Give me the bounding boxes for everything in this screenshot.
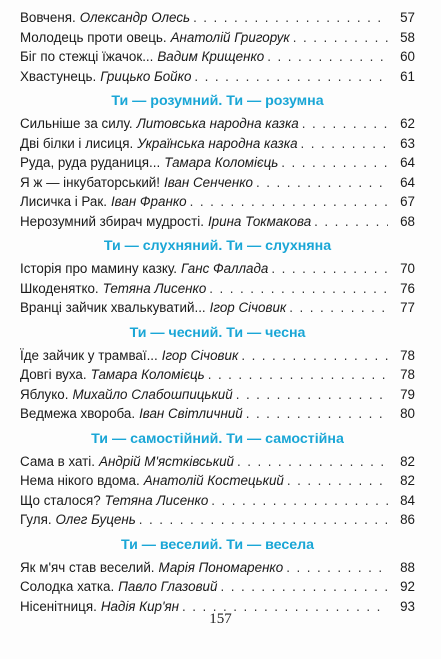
page-number: 157 [209, 611, 232, 627]
entry-page-number: 62 [400, 116, 415, 131]
entry-title: Солодка хатка. [20, 579, 115, 594]
entry-author: Ігор Січовик [209, 300, 287, 315]
entry-title: Історія про мамину казку. [20, 261, 177, 276]
toc-entry [20, 404, 415, 424]
entry-author: Українська народна казка [137, 135, 298, 151]
toc-entry [20, 67, 415, 87]
dot-leader [293, 28, 388, 48]
entry-page-number: 93 [400, 598, 415, 614]
dot-leader [211, 491, 388, 511]
toc-entry [20, 8, 415, 28]
entry-page-number: 92 [400, 579, 415, 594]
entry-author: Ігор Січовик [161, 347, 239, 363]
dot-leader [246, 404, 388, 424]
entry-author: Грицько Бойко [100, 68, 192, 84]
entry-author: Анатолій Григорук [170, 29, 290, 45]
entry-author: Литовська народна казка [136, 116, 299, 131]
entry-page-number: 68 [400, 213, 415, 229]
entry-title: Дві білки і лисиця. [20, 135, 134, 151]
toc-entry [20, 173, 415, 193]
toc-section [20, 320, 415, 424]
table-of-contents [20, 8, 415, 616]
dot-leader [194, 67, 388, 87]
toc-entry [20, 298, 415, 318]
entry-title: Шкоденятко. [20, 280, 99, 296]
entry-page-number: 63 [400, 135, 415, 151]
entry-page-number: 78 [400, 367, 415, 382]
entry-page-number: 79 [400, 386, 415, 402]
toc-entry [20, 452, 415, 472]
dot-leader [241, 346, 388, 366]
dot-leader [289, 298, 388, 318]
entry-author: Анатолій Костецький [143, 473, 284, 488]
toc-entry [20, 510, 415, 530]
toc-entry [20, 577, 415, 597]
toc-entry [20, 134, 415, 154]
toc-entry [20, 212, 415, 232]
entry-author: Тамара Коломієць [90, 367, 205, 382]
dot-leader [287, 471, 388, 491]
entry-page-number: 61 [400, 68, 415, 84]
entry-author: Ірина Токмакова [207, 213, 312, 229]
toc-section [20, 532, 415, 617]
entry-page-number: 64 [400, 155, 415, 170]
section-heading: Ти — розумний. Ти — розумна [111, 93, 324, 109]
dot-leader [314, 212, 388, 232]
dot-leader [220, 577, 388, 597]
dot-leader [256, 173, 388, 193]
entry-author: Павло Глазовий [118, 579, 218, 594]
entry-page-number: 77 [400, 300, 415, 315]
entry-author: Надія Кир'ян [100, 598, 180, 614]
toc-entry [20, 279, 415, 299]
entry-author: Олег Буцень [55, 512, 136, 527]
entry-page-number: 67 [400, 194, 415, 209]
entry-title: Гуля. [20, 512, 52, 527]
entry-title: Нісенітниця. [20, 598, 97, 614]
dot-leader [209, 279, 388, 299]
entry-author: Михайло Слабошпицький [72, 386, 233, 402]
entry-author: Іван Світличний [139, 406, 243, 421]
toc-entry [20, 491, 415, 511]
entry-title: Нерозумний збирач мудрості. [20, 213, 204, 229]
dot-leader [236, 385, 388, 405]
dot-leader [267, 47, 388, 67]
toc-section [20, 426, 415, 530]
entry-title: Вовченя. [20, 10, 76, 25]
dot-leader [139, 510, 388, 530]
entry-author: Тетяна Лисенко [102, 280, 207, 296]
toc-entry [20, 47, 415, 67]
entry-title: Їде зайчик у трамваї... [20, 347, 158, 363]
toc-entry [20, 259, 415, 279]
entry-page-number: 60 [400, 49, 415, 64]
entry-title: Сама в хаті. [20, 453, 96, 469]
entry-author: Ганс Фаллада [180, 261, 269, 276]
toc-section [20, 88, 415, 231]
entry-page-number: 84 [400, 492, 415, 508]
entry-page-number: 58 [400, 29, 415, 45]
entry-title: Сильніше за силу. [20, 116, 133, 131]
entry-page-number: 64 [400, 174, 415, 190]
entry-page-number: 88 [400, 559, 415, 575]
dot-leader [208, 365, 388, 385]
entry-title: Що сталося? [20, 492, 101, 508]
toc-entry [20, 385, 415, 405]
section-heading: Ти — слухняний. Ти — слухняна [103, 238, 332, 254]
entry-author: Іван Франко [110, 194, 187, 209]
dot-leader [286, 558, 388, 578]
entry-page-number: 86 [400, 512, 415, 527]
entry-page-number: 70 [400, 261, 415, 276]
entry-title: Довгі вуха. [20, 367, 87, 382]
entry-title: Вранці зайчик хвалькуватий... [20, 300, 206, 315]
entry-title: Руда, руда руданиця... [20, 155, 161, 170]
entry-title: Ведмежа хвороба. [20, 406, 136, 421]
toc-entry [20, 153, 415, 173]
dot-leader [237, 452, 388, 472]
toc-section [20, 233, 415, 318]
toc-entry [20, 114, 415, 134]
dot-leader [271, 259, 388, 279]
entry-page-number: 57 [400, 10, 415, 25]
entry-page-number: 80 [400, 406, 415, 421]
dot-leader [281, 153, 388, 173]
entry-page-number: 78 [400, 347, 415, 363]
toc-entry [20, 365, 415, 385]
toc-section [20, 8, 415, 86]
toc-entry [20, 192, 415, 212]
entry-title: Нема нікого вдома. [20, 473, 140, 488]
toc-entry [20, 28, 415, 48]
entry-author: Тетяна Лисенко [104, 492, 209, 508]
entry-author: Тамара Коломієць [164, 155, 279, 170]
entry-author: Вадим Крищенко [157, 49, 265, 64]
dot-leader [301, 134, 388, 154]
entry-page-number: 82 [400, 473, 415, 488]
toc-entry [20, 471, 415, 491]
entry-title: Хвастунець. [20, 68, 97, 84]
entry-author: Марія Пономаренко [158, 559, 284, 575]
entry-title: Молодець проти овець. [20, 29, 167, 45]
toc-entry [20, 346, 415, 366]
section-heading: Ти — веселий. Ти — весела [120, 536, 315, 553]
entry-author: Олександр Олесь [79, 10, 191, 25]
entry-title: Як м'яч став веселий. [20, 559, 155, 575]
section-heading: Ти — чесний. Ти — чесна [129, 324, 306, 341]
entry-author: Іван Сенченко [164, 174, 253, 190]
dot-leader [190, 192, 388, 212]
section-heading: Ти — самостійний. Ти — самостійна [91, 430, 344, 447]
entry-title: Яблуко. [20, 386, 69, 402]
entry-page-number: 76 [400, 280, 415, 296]
dot-leader [302, 114, 388, 134]
entry-title: Біг по стежці їжачок... [20, 49, 154, 64]
entry-author: Андрій М'ястківський [99, 453, 234, 469]
entry-page-number: 82 [400, 453, 415, 469]
toc-entry [20, 558, 415, 578]
entry-title: Я ж — інкубаторський! [20, 174, 161, 190]
dot-leader [193, 8, 388, 28]
entry-title: Лисичка і Рак. [20, 194, 107, 209]
